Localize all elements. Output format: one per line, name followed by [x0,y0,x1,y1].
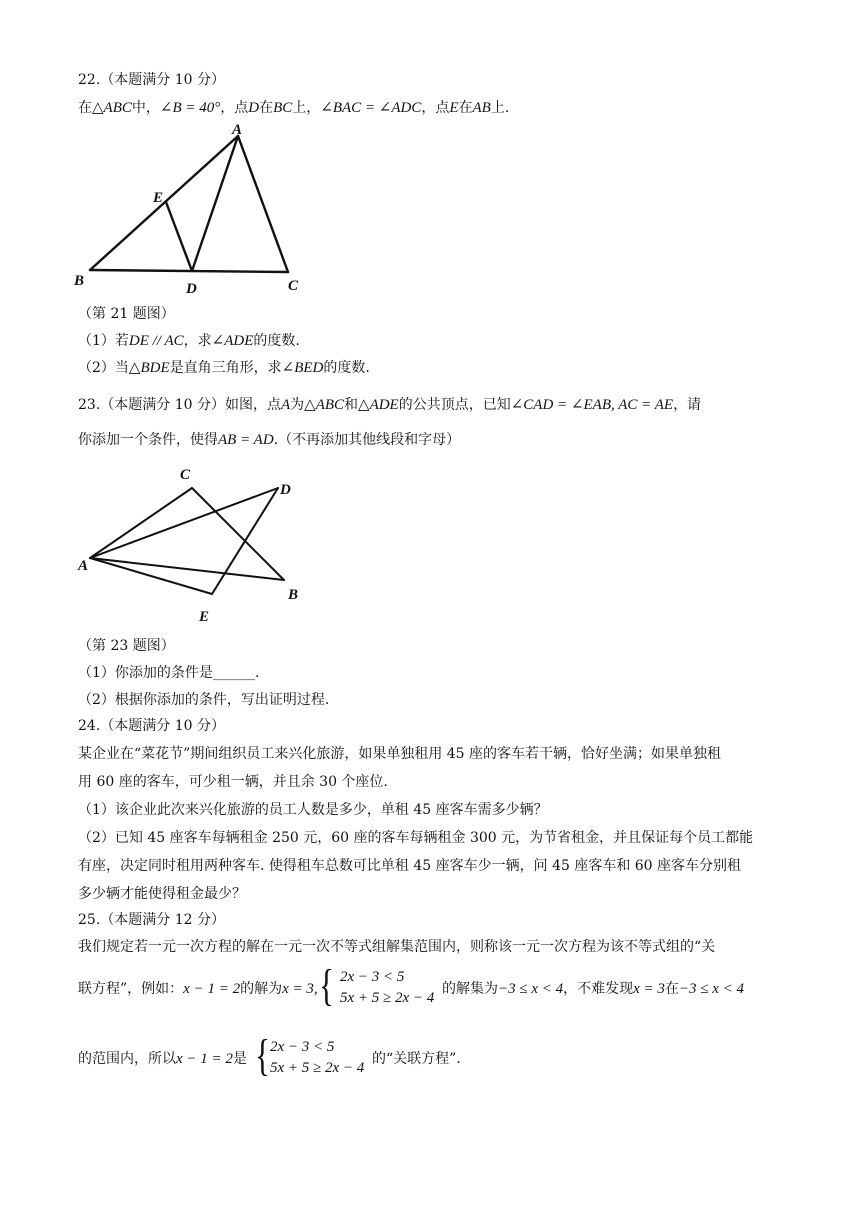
q25-line2-left: 联方程”，例如：x − 1 = 2的解为x = 3, [78,981,318,997]
system1-line2: 5x + 5 ≥ 2x − 4 [340,990,435,1006]
q22-caption: （第 21 题图） [78,306,175,322]
label-a: A [78,558,89,574]
q24-part2-line3: 多少辆才能使得租金最少？ [78,886,246,902]
label-c: C [180,467,191,483]
q25-line3-right: 的“关联方程”. [372,1051,461,1067]
q25-line3-left: 的范围内，所以x − 1 = 2是 [78,1051,247,1067]
q23-part2: （2）根据你添加的条件，写出证明过程. [78,692,330,708]
q22-stem: 在△ABC中，∠B = 40°，点D在BC上，∠BAC = ∠ADC，点E在AB上. [78,100,510,116]
label-a: A [232,122,243,138]
q23-caption: （第 23 题图） [78,638,175,654]
system2-line1: 2x − 3 < 5 [270,1039,335,1055]
q24-part2-line1: （2）已知 45 座客车每辆租金 250 元，60 座的客车每辆租金 300 元，为节省租金，并且保证每个员工都能 [78,830,754,846]
q24-line2: 用 60 座的客车，可少租一辆，并且余 30 个座位. [78,774,388,790]
q22-header: 22.（本题满分 10 分） [78,72,225,88]
q23-line2: 你添加一个条件，使得AB = AD.（不再添加其他线段和字母） [78,432,461,448]
segment-ac [238,136,288,272]
segment-ed [166,202,192,271]
label-d: D [186,281,197,297]
label-d: D [280,482,291,498]
q22-part1: （1）若DE // AC，求∠ADE的度数. [78,333,300,349]
segment-ab [90,558,284,580]
q23-part1: （1）你添加的条件是______. [78,665,260,681]
q25-line1: 我们规定若一元一次方程的解在一元一次不等式组解集范围内，则称该一元一次方程为该不等式组的“关 [78,939,716,955]
system2-line2: 5x + 5 ≥ 2x − 4 [270,1060,365,1076]
label-e: E [199,609,210,625]
q23-figure [72,460,312,636]
q25-line2-right: 的解集为−3 ≤ x < 4，不难发现x = 3在−3 ≤ x < 4 [442,981,745,997]
q23-line1: 23.（本题满分 10 分）如图，点A为△ABC和△ADE的公共顶点，已知∠CAD = ∠EAB, AC = AE，请 [78,397,702,413]
label-b: B [74,273,85,289]
segment-ae [90,558,212,594]
system1-brace: { [319,961,334,1010]
q24-part1: （1）该企业此次来兴化旅游的员工人数是多少，单租 45 座客车需多少辆？ [78,802,548,818]
segment-ad [90,488,278,558]
inequality-system-2 [270,1037,364,1079]
q24-line1: 某企业在“菜花节”期间组织员工来兴化旅游，如果单独租用 45 座的客车若干辆，恰好坐满；如果单独租 [78,746,722,762]
system1-line1: 2x − 3 < 5 [340,969,405,985]
q24-header: 24.（本题满分 10 分） [78,718,225,734]
label-c: C [288,278,299,294]
q24-part2-line2: 有座，决定同时租用两种客车. 使得租车总数可比单租 45 座客车少一辆，问 45 座客车和 60 座客车分别租 [78,858,742,874]
label-b: B [288,587,299,603]
inequality-system-1 [340,967,434,1009]
segment-bc [90,270,288,272]
q22-figure [70,122,320,304]
q25-header: 25.（本题满分 12 分） [78,912,225,928]
segment-ac [90,488,192,558]
label-e: E [153,190,164,206]
q22-part2: （2）当△BDE是直角三角形，求∠BED的度数. [78,360,370,376]
system2-brace: { [255,1031,270,1080]
